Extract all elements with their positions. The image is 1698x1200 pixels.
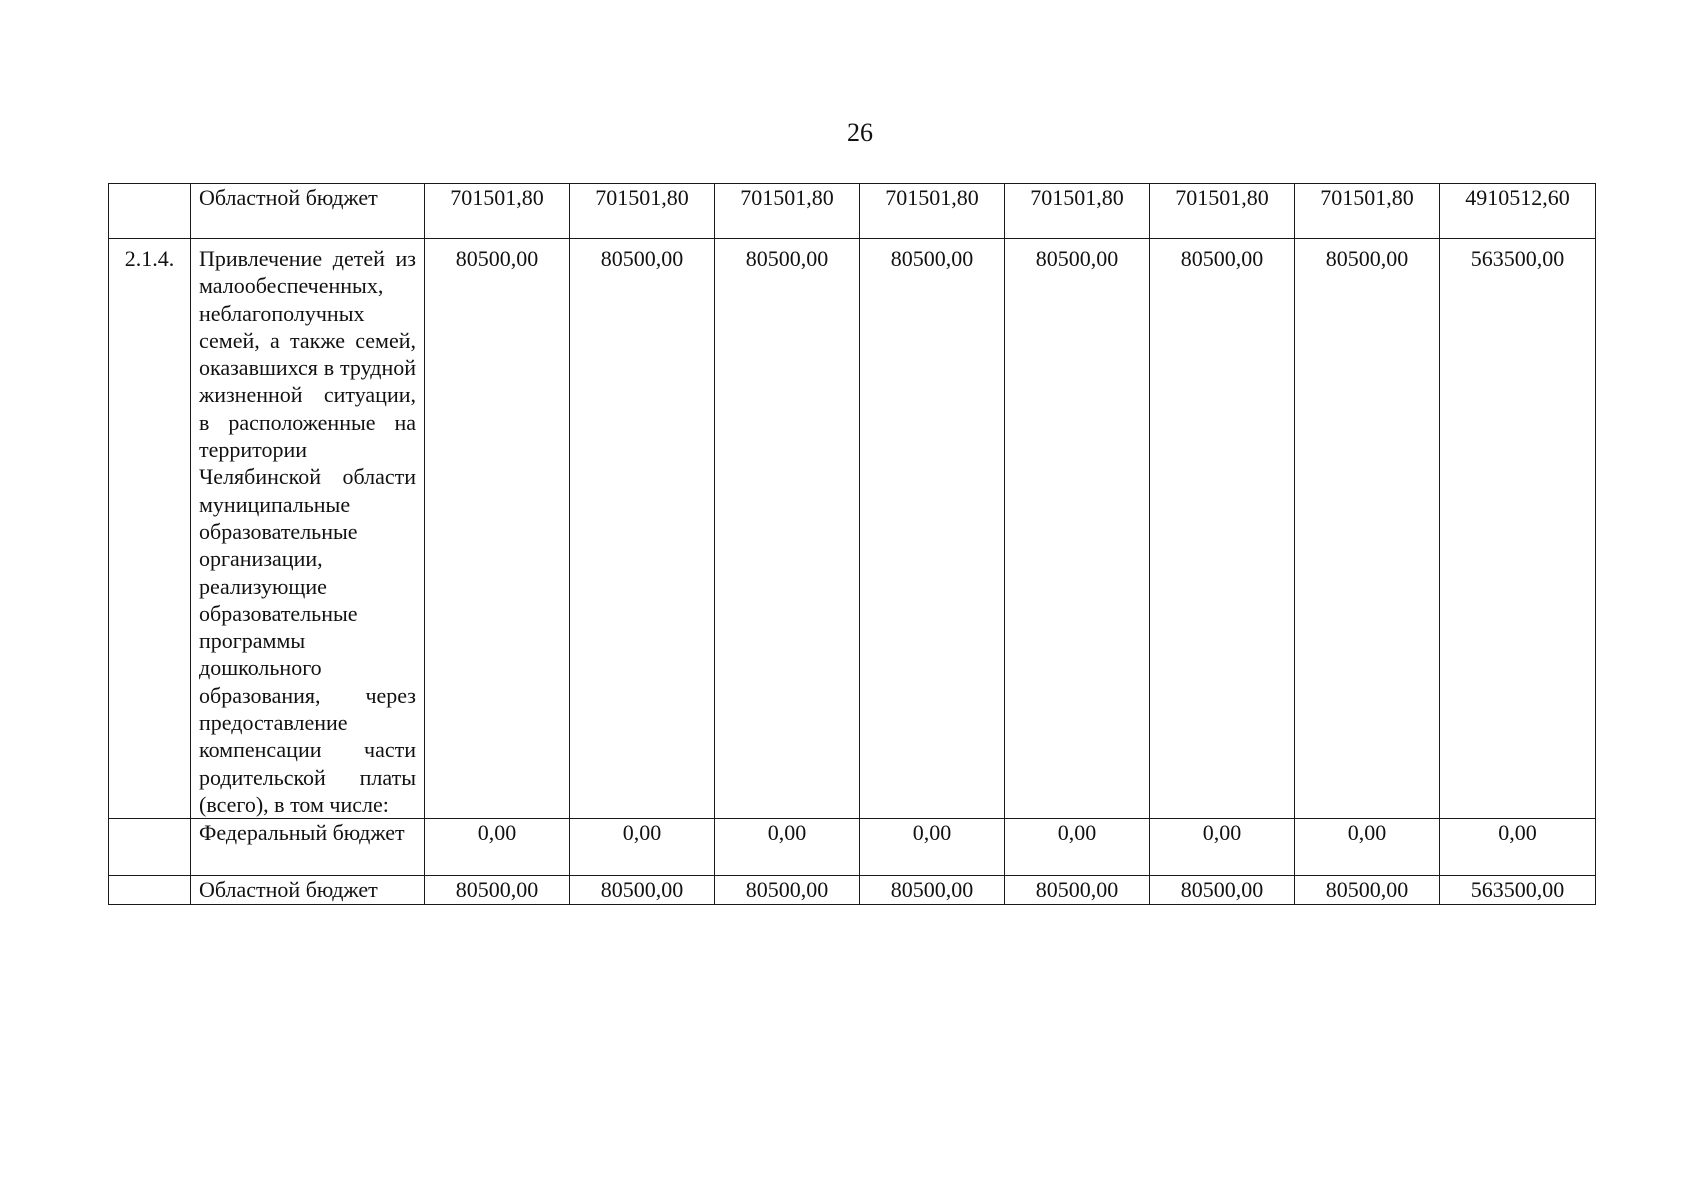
row-description: Федеральный бюджет — [191, 819, 425, 876]
value-cell: 80500,00 — [1295, 876, 1440, 904]
row-number — [109, 876, 191, 904]
value-cell: 0,00 — [715, 819, 860, 876]
value-cell: 0,00 — [860, 819, 1005, 876]
value-cell: 701501,80 — [1295, 184, 1440, 239]
table-row — [109, 819, 1596, 876]
row-description: Областной бюджет — [191, 876, 425, 904]
page-number: 26 — [847, 118, 873, 147]
table-row — [109, 876, 1596, 904]
value-cell: 0,00 — [425, 819, 570, 876]
value-cell: 701501,80 — [1005, 184, 1150, 239]
total-cell: 4910512,60 — [1440, 184, 1596, 239]
total-cell: 0,00 — [1440, 819, 1596, 876]
row-number — [109, 819, 191, 876]
value-cell: 701501,80 — [715, 184, 860, 239]
value-cell: 80500,00 — [860, 239, 1005, 819]
row-number: 2.1.4. — [109, 239, 191, 819]
value-cell: 0,00 — [570, 819, 715, 876]
value-cell: 701501,80 — [1150, 184, 1295, 239]
value-cell: 80500,00 — [1150, 239, 1295, 819]
value-cell: 0,00 — [1295, 819, 1440, 876]
value-cell: 80500,00 — [1150, 876, 1295, 904]
table-row — [109, 184, 1596, 239]
value-cell: 0,00 — [1005, 819, 1150, 876]
value-cell: 80500,00 — [1295, 239, 1440, 819]
value-cell: 80500,00 — [425, 876, 570, 904]
value-cell: 80500,00 — [1005, 876, 1150, 904]
value-cell: 80500,00 — [715, 876, 860, 904]
row-number — [109, 184, 191, 239]
table-row — [109, 239, 1596, 819]
value-cell: 80500,00 — [570, 876, 715, 904]
value-cell: 701501,80 — [860, 184, 1005, 239]
total-cell: 563500,00 — [1440, 239, 1596, 819]
row-description: Областной бюджет — [191, 184, 425, 239]
value-cell: 701501,80 — [570, 184, 715, 239]
value-cell: 0,00 — [1150, 819, 1295, 876]
value-cell: 80500,00 — [860, 876, 1005, 904]
value-cell: 80500,00 — [570, 239, 715, 819]
row-description: Привлечение детей из малообеспеченных, неблагополучных семей, а также семей, оказавшихся в трудной жизненной ситуации, в расположенные на территории Челябинской области муниципальные образовательные организации, реализующие образовательные программы дошкольного образования, через предоставление компенсации части родительской платы (всего), в том числе: — [191, 239, 425, 819]
value-cell: 80500,00 — [1005, 239, 1150, 819]
budget-table — [108, 183, 1596, 905]
value-cell: 80500,00 — [715, 239, 860, 819]
value-cell: 701501,80 — [425, 184, 570, 239]
total-cell: 563500,00 — [1440, 876, 1596, 904]
value-cell: 80500,00 — [425, 239, 570, 819]
